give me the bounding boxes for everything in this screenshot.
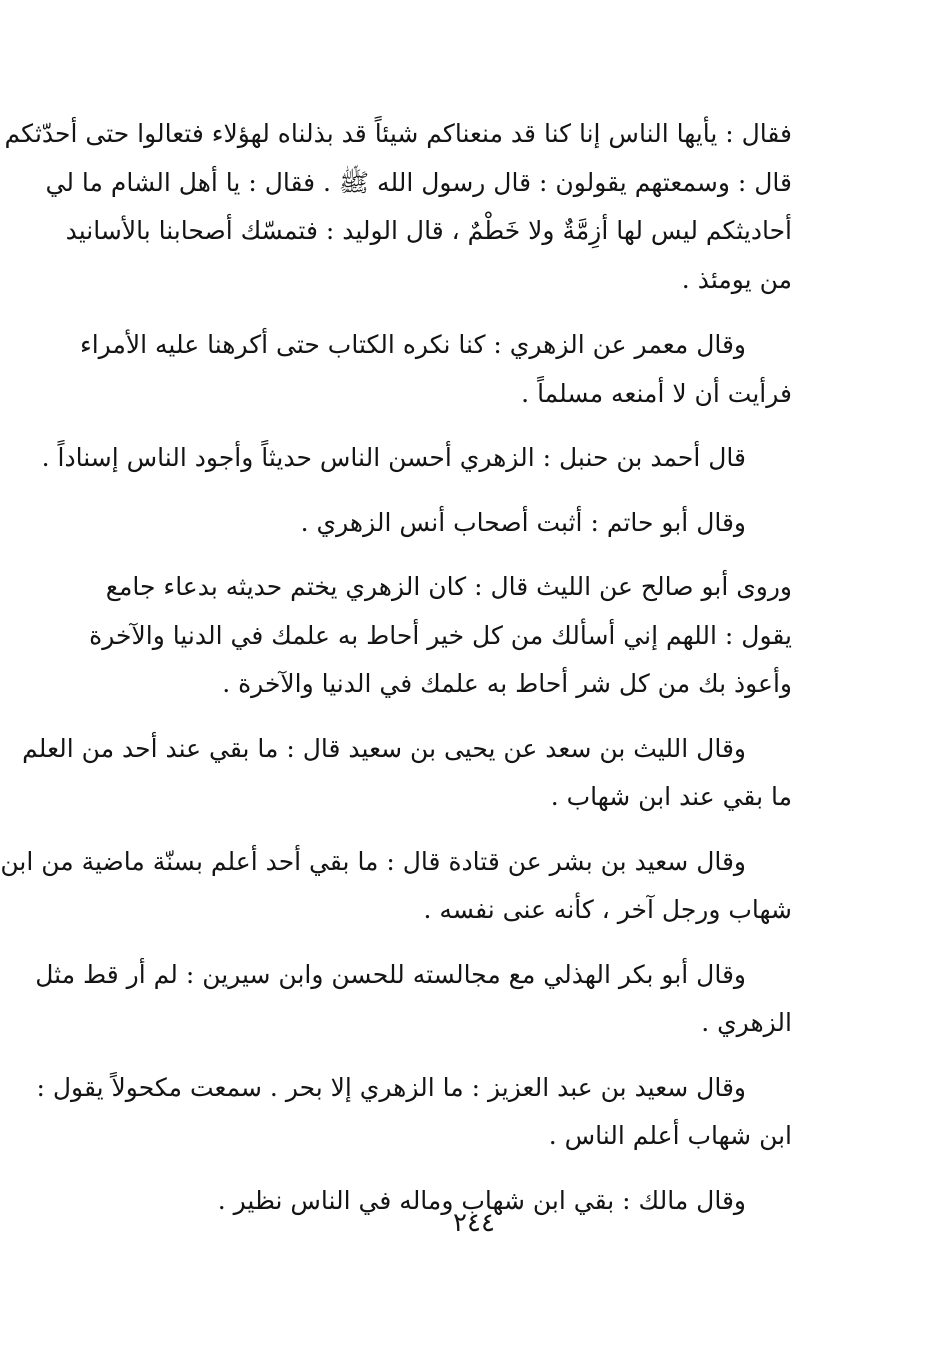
- paragraph-1: [4, 110, 792, 304]
- text-line: قال أحمد بن حنبل : الزهري أحسن الناس حديثاً وأجود الناس إسناداً .: [41, 443, 746, 472]
- text-line: وقال سعيد بن بشر عن قتادة قال : ما بقي أحد أعلم بسنّة ماضية من ابن: [0, 846, 746, 876]
- text-line: وقال معمر عن الزهري : كنا نكره الكتاب حتى أكرهنا عليه الأمراء: [79, 330, 746, 359]
- paragraph-8: [35, 951, 792, 1048]
- text-line: وروى أبو صالح عن الليث قال : كان الزهري يختم حديثه بدعاء جامع: [105, 572, 792, 601]
- text-line: فرأيت أن لا أمنعه مسلماً .: [521, 378, 792, 408]
- text-line: قال : وسمعتهم يقولون : قال رسول الله ﷺ . فقال : يا أهل الشام ما لي: [45, 167, 792, 197]
- paragraph-9: [36, 1064, 792, 1161]
- text-line: من يومئذ .: [681, 264, 792, 294]
- text-line: يقول : اللهم إني أسألك من كل خير أحاط به علمك في الدنيا والآخرة: [89, 620, 792, 650]
- text-line: أحاديثكم ليس لها أزِمَّةٌ ولا خَطْمٌ ، قال الوليد : فتمسّك أصحابنا بالأسانيد: [65, 216, 792, 245]
- paragraph-6: [22, 725, 792, 822]
- text-line: وأعوذ بك من كل شر أحاط به علمك في الدنيا والآخرة .: [222, 669, 792, 698]
- text-line: شهاب ورجل آخر ، كأنه عنى نفسه .: [423, 895, 792, 924]
- text-line: وقال الليث بن سعد عن يحيى بن سعيد قال : ما بقي عند أحد من العلم: [22, 733, 746, 763]
- page-body: [0, 110, 792, 1241]
- paragraph-2: [79, 321, 792, 418]
- paragraph-3: [41, 434, 792, 483]
- text-line: وقال مالك : بقي ابن شهاب وماله في الناس نظير .: [217, 1185, 746, 1215]
- text-line: ما بقي عند ابن شهاب .: [550, 782, 792, 811]
- text-line: الزهري .: [701, 1008, 792, 1037]
- paragraph-5: [89, 563, 792, 709]
- paragraph-7: [0, 838, 792, 935]
- text-line: ابن شهاب أعلم الناس .: [548, 1121, 792, 1150]
- page-number: ٢٤٤: [453, 1208, 495, 1238]
- text-line: وقال أبو حاتم : أثبت أصحاب أنس الزهري .: [300, 507, 746, 537]
- text-line: فقال : يأيها الناس إنا كنا قد منعناكم شيئاً قد بذلناه لهؤلاء فتعالوا حتى أحدّثكم: [4, 119, 792, 148]
- paragraph-4: [120, 499, 792, 548]
- text-line: وقال سعيد بن عبد العزيز : ما الزهري إلا بحر . سمعت مكحولاً يقول :: [36, 1072, 746, 1102]
- text-line: وقال أبو بكر الهذلي مع مجالسته للحسن وابن سيرين : لم أر قط مثل: [35, 959, 746, 989]
